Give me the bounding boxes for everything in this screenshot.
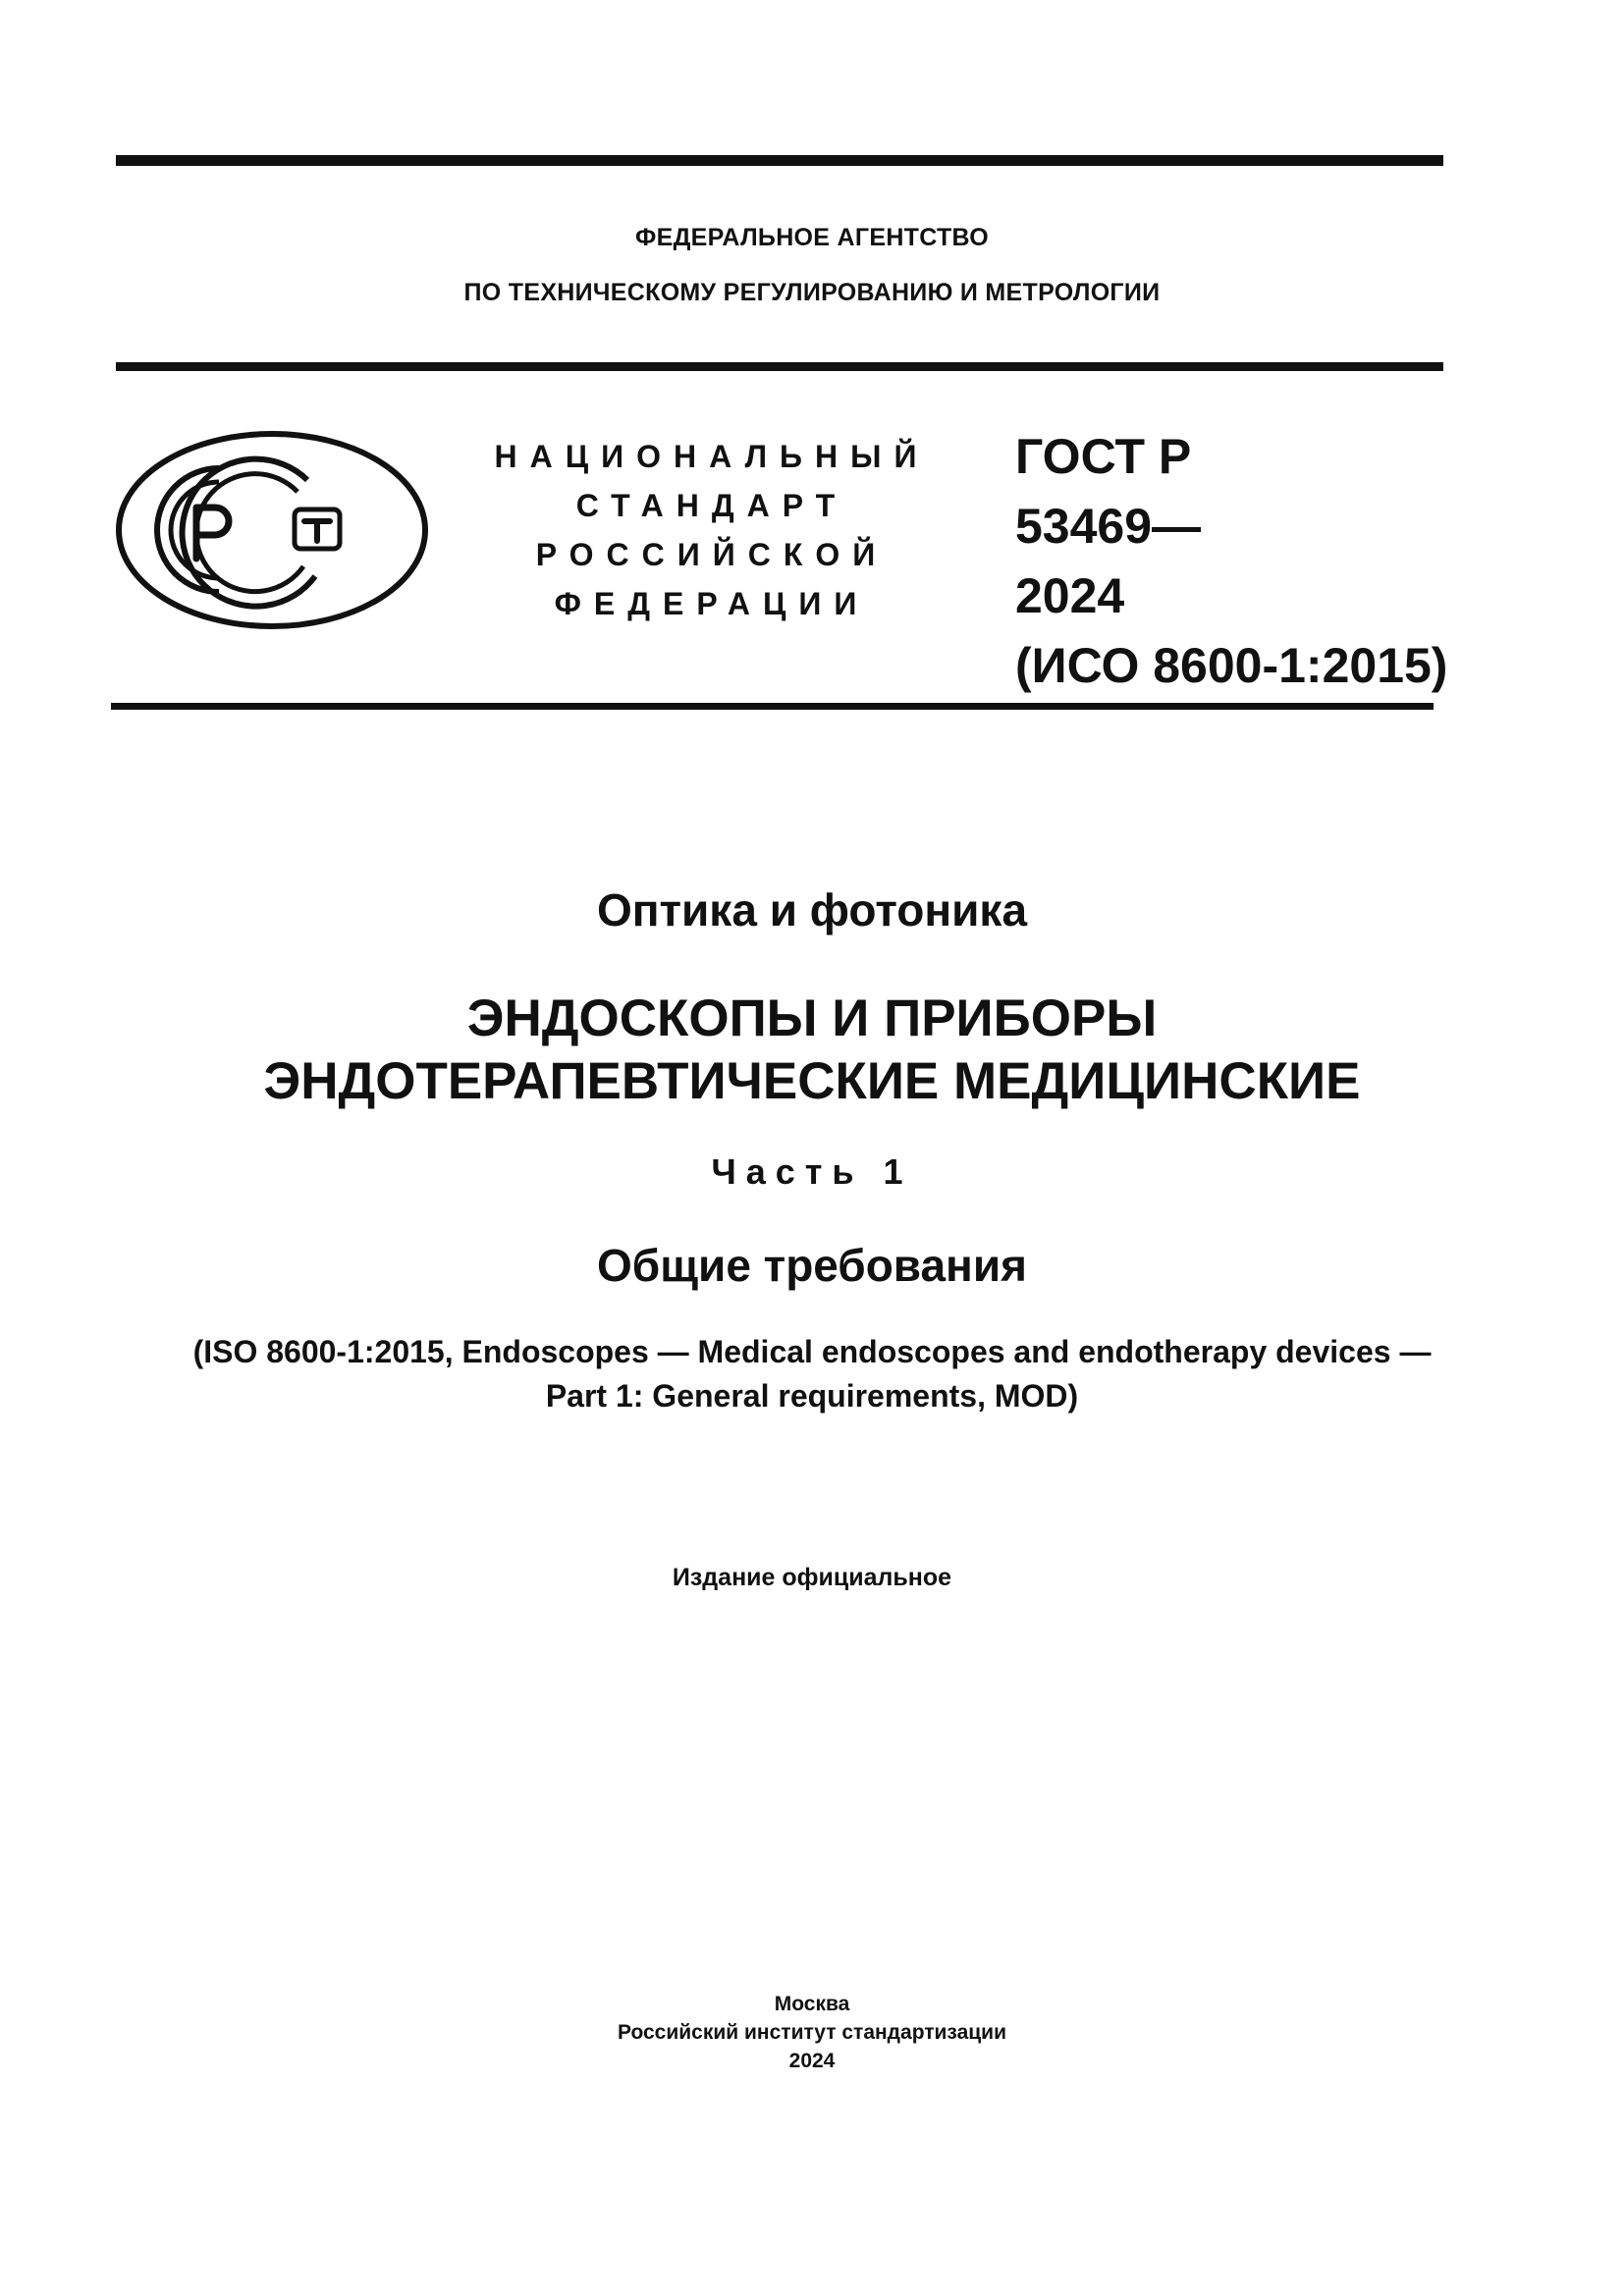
subject-heading: Оптика и фотоника [596,884,1028,935]
agency-line-2: ПО ТЕХНИЧЕСКОМУ РЕГУЛИРОВАНИЮ И МЕТРОЛОГИИ [463,279,1161,306]
title-line-1: ЭНДОСКОПЫ И ПРИБОРЫ [466,989,1158,1047]
agency-line-1: ФЕДЕРАЛЬНОЕ АГЕНТСТВО [634,224,990,251]
national-standard-line: ФЕДЕРАЦИИ [554,586,870,621]
iso-reference-line-2: Part 1: General requirements, MOD) [545,1378,1079,1414]
national-standard-label [491,432,933,628]
designation-line: ГОСТ Р [1015,429,1192,484]
national-standard-line: РОССИЙСКОЙ [535,537,889,572]
imprint-year: 2024 [788,2050,836,2072]
rst-certification-mark-icon [114,429,430,631]
iso-reference-line-1: (ISO 8600-1:2015, Endoscopes — Medical endoscopes and endotherapy devices — [192,1334,1432,1369]
imprint [0,1990,1624,2075]
official-edition-label: Издание официальное [672,1564,952,1591]
header-bottom-rule [111,703,1434,710]
agency-bottom-rule [116,362,1443,371]
designation-line: 2024 [1015,568,1125,623]
top-rule [116,155,1443,166]
iso-reference [0,1330,1624,1418]
document-title [0,988,1624,1113]
designation-line: (ИСО 8600-1:2015) [1015,638,1448,693]
national-standard-line: НАЦИОНАЛЬНЫЙ [494,439,930,474]
subtitle: Общие требования [597,1240,1027,1291]
national-standard-line: СТАНДАРТ [575,488,848,523]
title-line-2: ЭНДОТЕРАПЕВТИЧЕСКИЕ МЕДИЦИНСКИЕ [263,1052,1361,1110]
standard-designation [1015,422,1447,701]
imprint-publisher: Российский институт стандартизации [617,2021,1007,2044]
designation-line: 53469— [1015,499,1202,554]
part-number: Часть 1 [711,1151,913,1192]
imprint-city: Москва [774,1993,850,2015]
